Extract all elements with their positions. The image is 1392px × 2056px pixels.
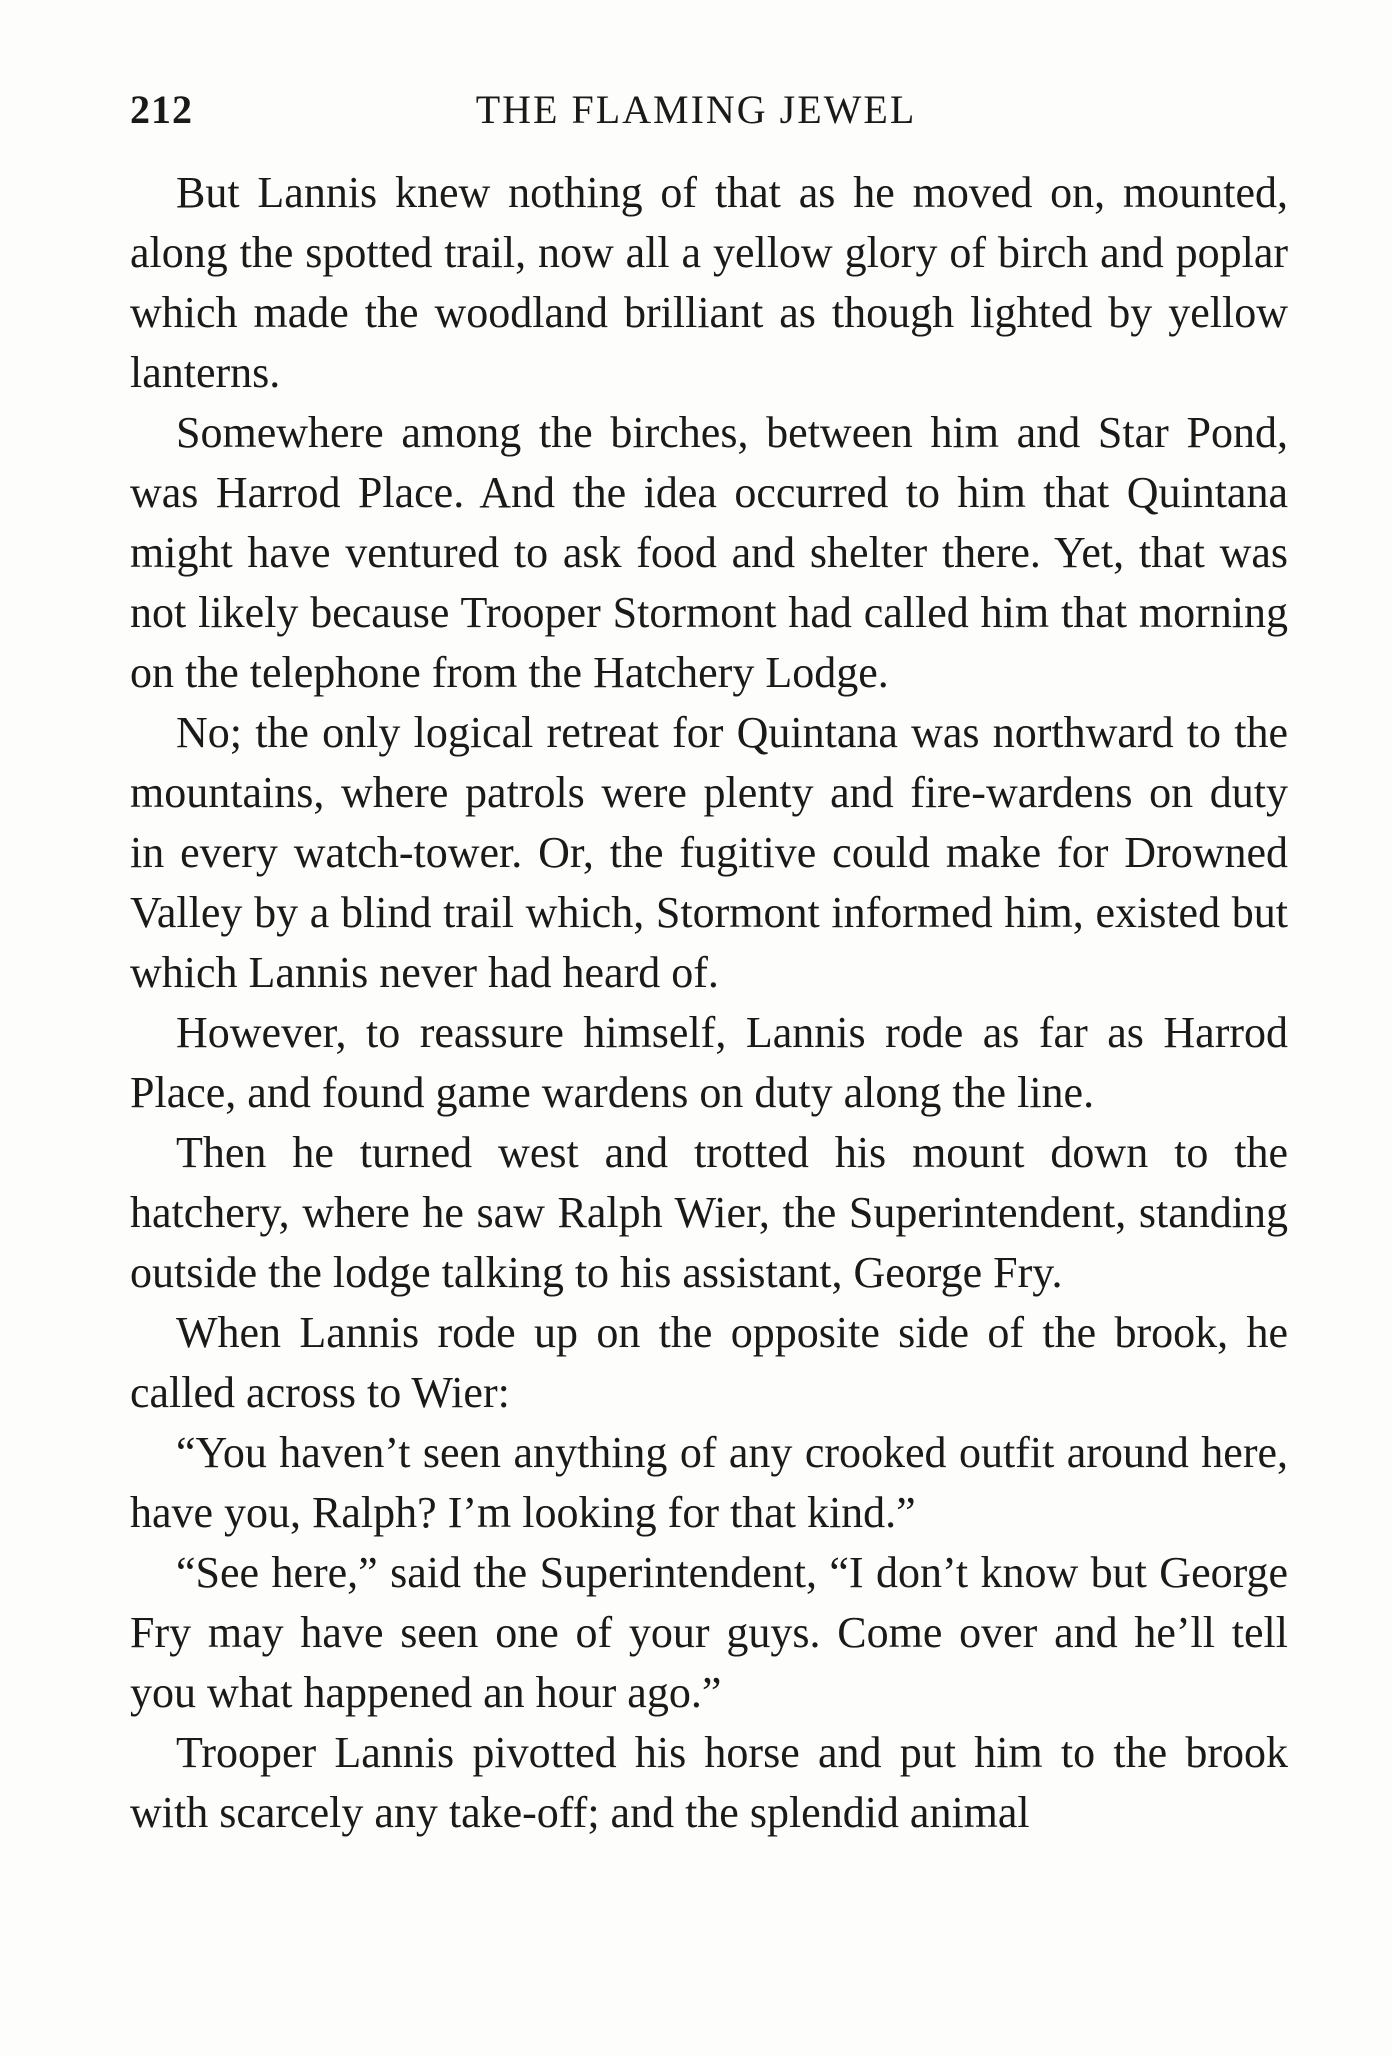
running-title: THE FLAMING JEWEL [475, 87, 917, 132]
paragraph: Somewhere among the birches, between him and Star Pond, was Harrod Place. And the idea occurred to him that Quintana might have ventured to ask food and shelter there. Yet, that was not likely because Trooper Stormont had called him that morning on the telephone from the Hatchery Lodge. [130, 408, 1288, 697]
paragraph: When Lannis rode up on the opposite side of the brook, he called across to Wier: [130, 1308, 1288, 1417]
paragraph: Then he turned west and trotted his mount down to the hatchery, where he saw Ralph Wier, the Superintendent, standing outside the lodge talking to his assistant, George Fry. [130, 1128, 1288, 1297]
paragraph: Trooper Lannis pivotted his horse and put him to the brook with scarcely any take-off; and the splendid animal [130, 1728, 1288, 1837]
paragraph: “See here,” said the Superintendent, “I don’t know but George Fry may have seen one of your guys. Come over and he’ll tell you what happened an hour ago.” [130, 1548, 1288, 1717]
paragraph: But Lannis knew nothing of that as he moved on, mounted, along the spotted trail, now all a yellow glory of birch and poplar which made the woodland brilliant as though lighted by yellow lanterns. [130, 168, 1288, 397]
paragraph: However, to reassure himself, Lannis rode as far as Harrod Place, and found game wardens on duty along the line. [130, 1008, 1288, 1117]
paragraph: “You haven’t seen anything of any crooked outfit around here, have you, Ralph? I’m looking for that kind.” [130, 1428, 1288, 1537]
body-text [130, 163, 1288, 1843]
page-number: 212 [130, 87, 193, 132]
page-header [130, 86, 1262, 146]
paragraph: No; the only logical retreat for Quintana was northward to the mountains, where patrols were plenty and fire-wardens on duty in every watch-tower. Or, the fugitive could make for Drowned Valley by a blind trail which, Stormont informed him, existed but which Lannis never had heard of. [130, 708, 1288, 997]
